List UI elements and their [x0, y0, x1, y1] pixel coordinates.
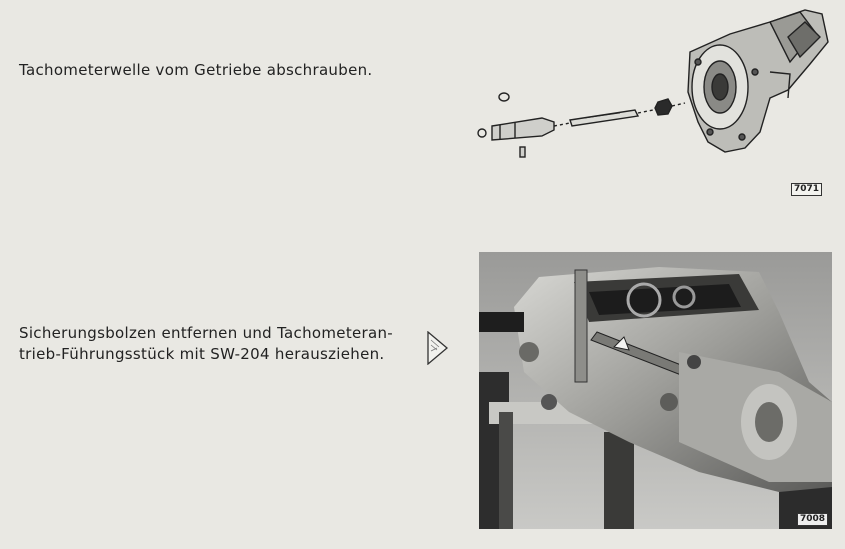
pointer-arrow-icon: [427, 331, 449, 365]
instruction-remove-speedometer-shaft: Tachometerwelle vom Getriebe abschrauben.: [19, 61, 373, 79]
figure-number-photo: 7008: [797, 513, 828, 526]
transmission-photo: [479, 252, 832, 529]
exploded-view-illustration: [470, 2, 835, 172]
instruction-line-1: Sicherungsbolzen entfernen und Tachometeran-: [19, 324, 394, 342]
instruction-line-2: trieb-Führungsstück mit SW-204 herausziehen.: [19, 345, 385, 363]
figure-number-exploded-view: 7071: [791, 183, 822, 196]
instruction-remove-locking-bolt: [19, 323, 393, 365]
